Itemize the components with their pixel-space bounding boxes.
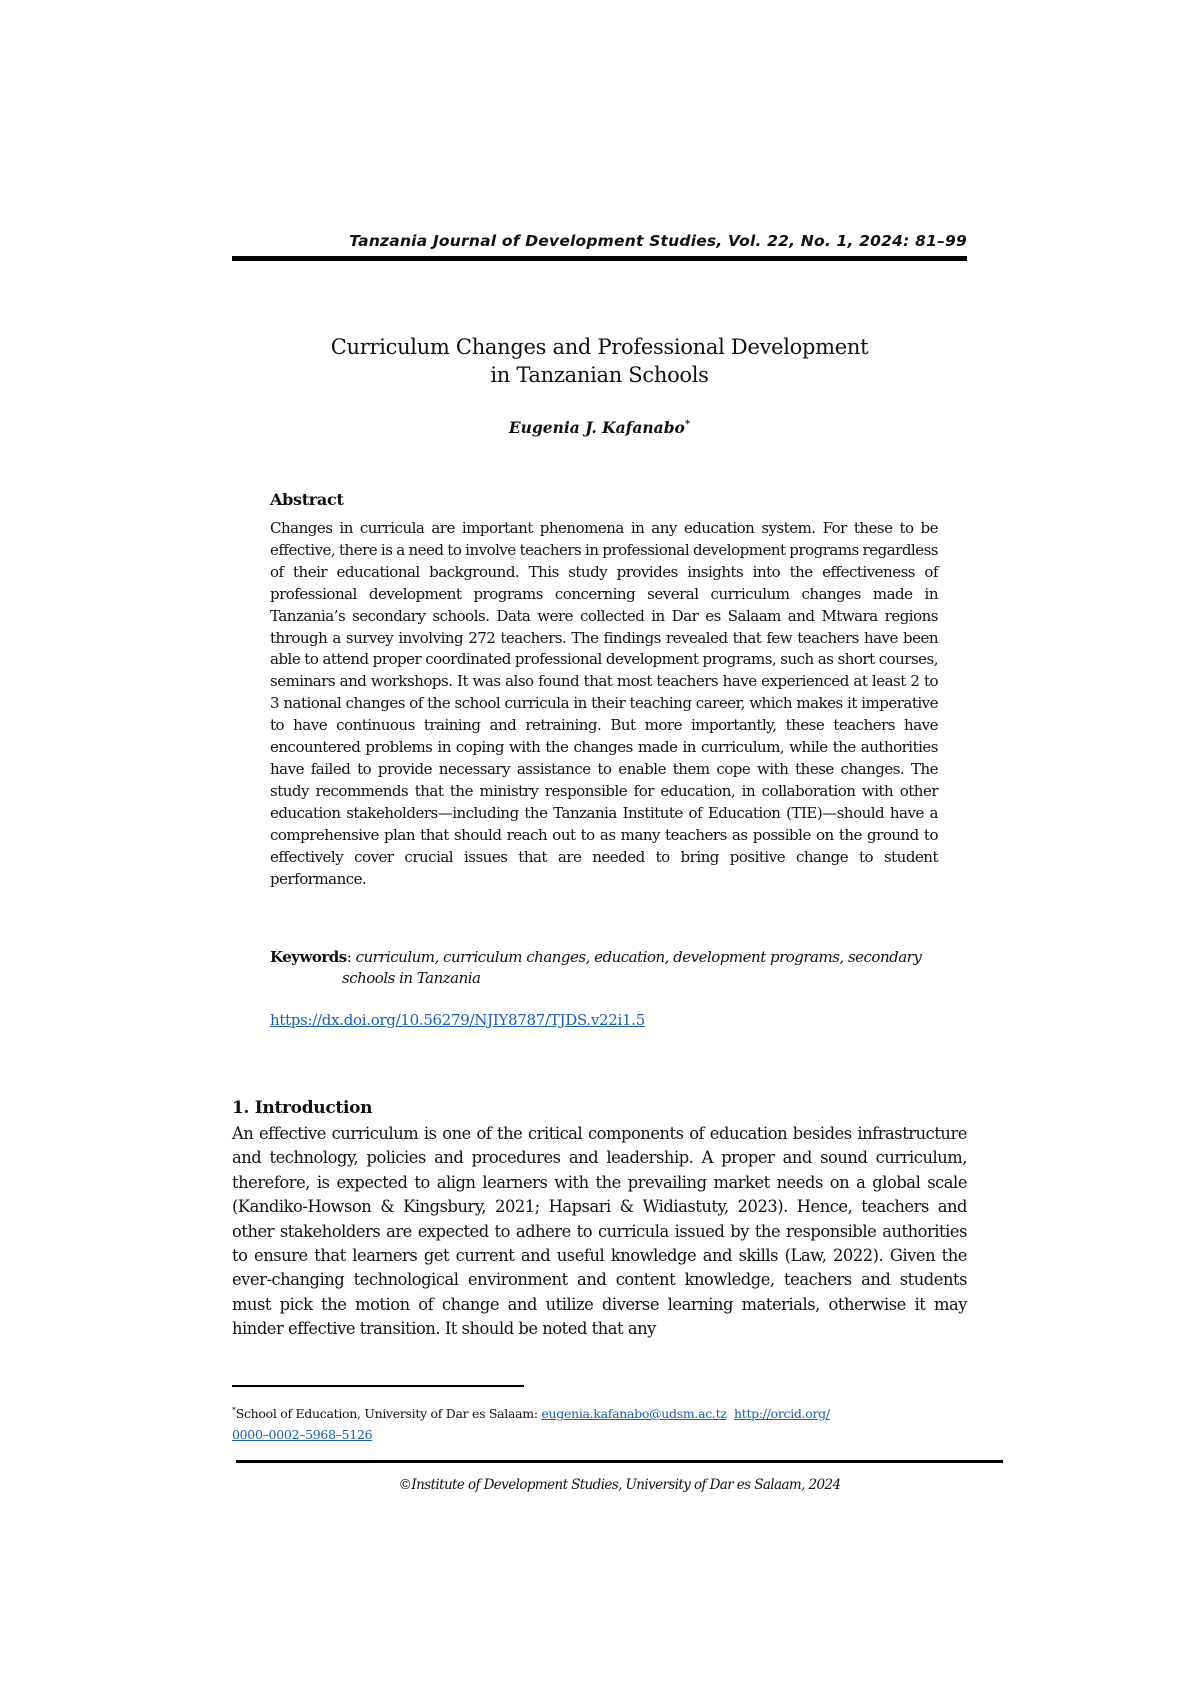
author-footnote-marker: * [684, 418, 691, 430]
orcid-link-part-1[interactable]: http://orcid.org/ [733, 1406, 830, 1422]
title-line-1: Curriculum Changes and Professional Development [330, 335, 869, 359]
title-line-2: in Tanzanian Schools [490, 363, 709, 387]
footnote-marker: * [232, 1406, 236, 1415]
footer-rule [236, 1460, 1003, 1463]
doi-link[interactable]: https://dx.doi.org/10.56279/NJIY8787/TJDS.v22i1.5 [270, 1011, 645, 1029]
author-email-link[interactable]: eugenia.kafanabo@udsm.ac.tz [541, 1406, 727, 1422]
keywords-text-line-2: schools in Tanzania [342, 969, 481, 987]
footnote [232, 1400, 962, 1445]
author-text: Eugenia J. Kafanabo [508, 418, 685, 437]
keywords-label: Keywords [270, 948, 347, 966]
abstract-heading: Abstract [270, 490, 344, 509]
author-name [232, 418, 967, 437]
section-heading-introduction: 1. Introduction [232, 1098, 373, 1118]
orcid-link-part-2[interactable]: 0000–0002–5968–5126 [232, 1427, 373, 1443]
keywords: Keywords: curriculum, curriculum changes, education, development programs, secondary schools in Tanzania [270, 947, 938, 989]
keywords-text-line-1: curriculum, curriculum changes, education, development programs, secondary [355, 948, 922, 966]
copyright-footer: ©Institute of Development Studies, University of Dar es Salaam, 2024 [398, 1477, 841, 1493]
footnote-affiliation: School of Education, University of Dar es Salaam: [235, 1406, 542, 1422]
header-rule [232, 256, 967, 261]
journal-header: Tanzania Journal of Development Studies, Vol. 22, No. 1, 2024: 81–99 [349, 232, 967, 250]
abstract-text: Changes in curricula are important phenomena in any education system. For these to be effective, there is a need to involve teachers in professional development programs regardless of their educational background. This study provides insights into the effectiveness of professional development programs concerning several curriculum changes made in Tanzania’s secondary schools. Data were collected in Dar es Salaam and Mtwara regions through a survey involving 272 teachers. The findings revealed that few teachers have been able to attend proper coordinated professional development programs, such as short courses, seminars and workshops. It was also found that most teachers have experienced at least 2 to 3 national changes of the school curricula in their teaching career, which makes it imperative to have continuous training and retraining. But more importantly, these teachers have encountered problems in coping with the changes made in curriculum, while the authorities have failed to provide necessary assistance to enable them cope with these changes. The study recommends that the ministry responsible for education, in collaboration with other education stakeholders—including the Tanzania Institute of Education (TIE)—should have a comprehensive plan that should reach out to as many teachers as possible on the ground to effectively cover crucial issues that are needed to bring positive change to student performance. [270, 519, 938, 888]
paper-title [232, 333, 967, 389]
footnote-rule [232, 1385, 524, 1387]
introduction-text: An effective curriculum is one of the critical components of education besides infrastructure and technology, policies and procedures and leadership. A proper and sound curriculum, therefore, is expected to align learners with the prevailing market needs on a global scale (Kandiko-Howson & Kingsbury, 2021; Hapsari & Widiastuty, 2023). Hence, teachers and other stakeholders are expected to adhere to curricula issued by the responsible authorities to ensure that learners get current and useful knowledge and skills (Law, 2022). Given the ever-changing technological environment and content knowledge, teachers and students must pick the motion of change and utilize diverse learning materials, otherwise it may hinder effective transition. It should be noted that any [232, 1124, 967, 1339]
